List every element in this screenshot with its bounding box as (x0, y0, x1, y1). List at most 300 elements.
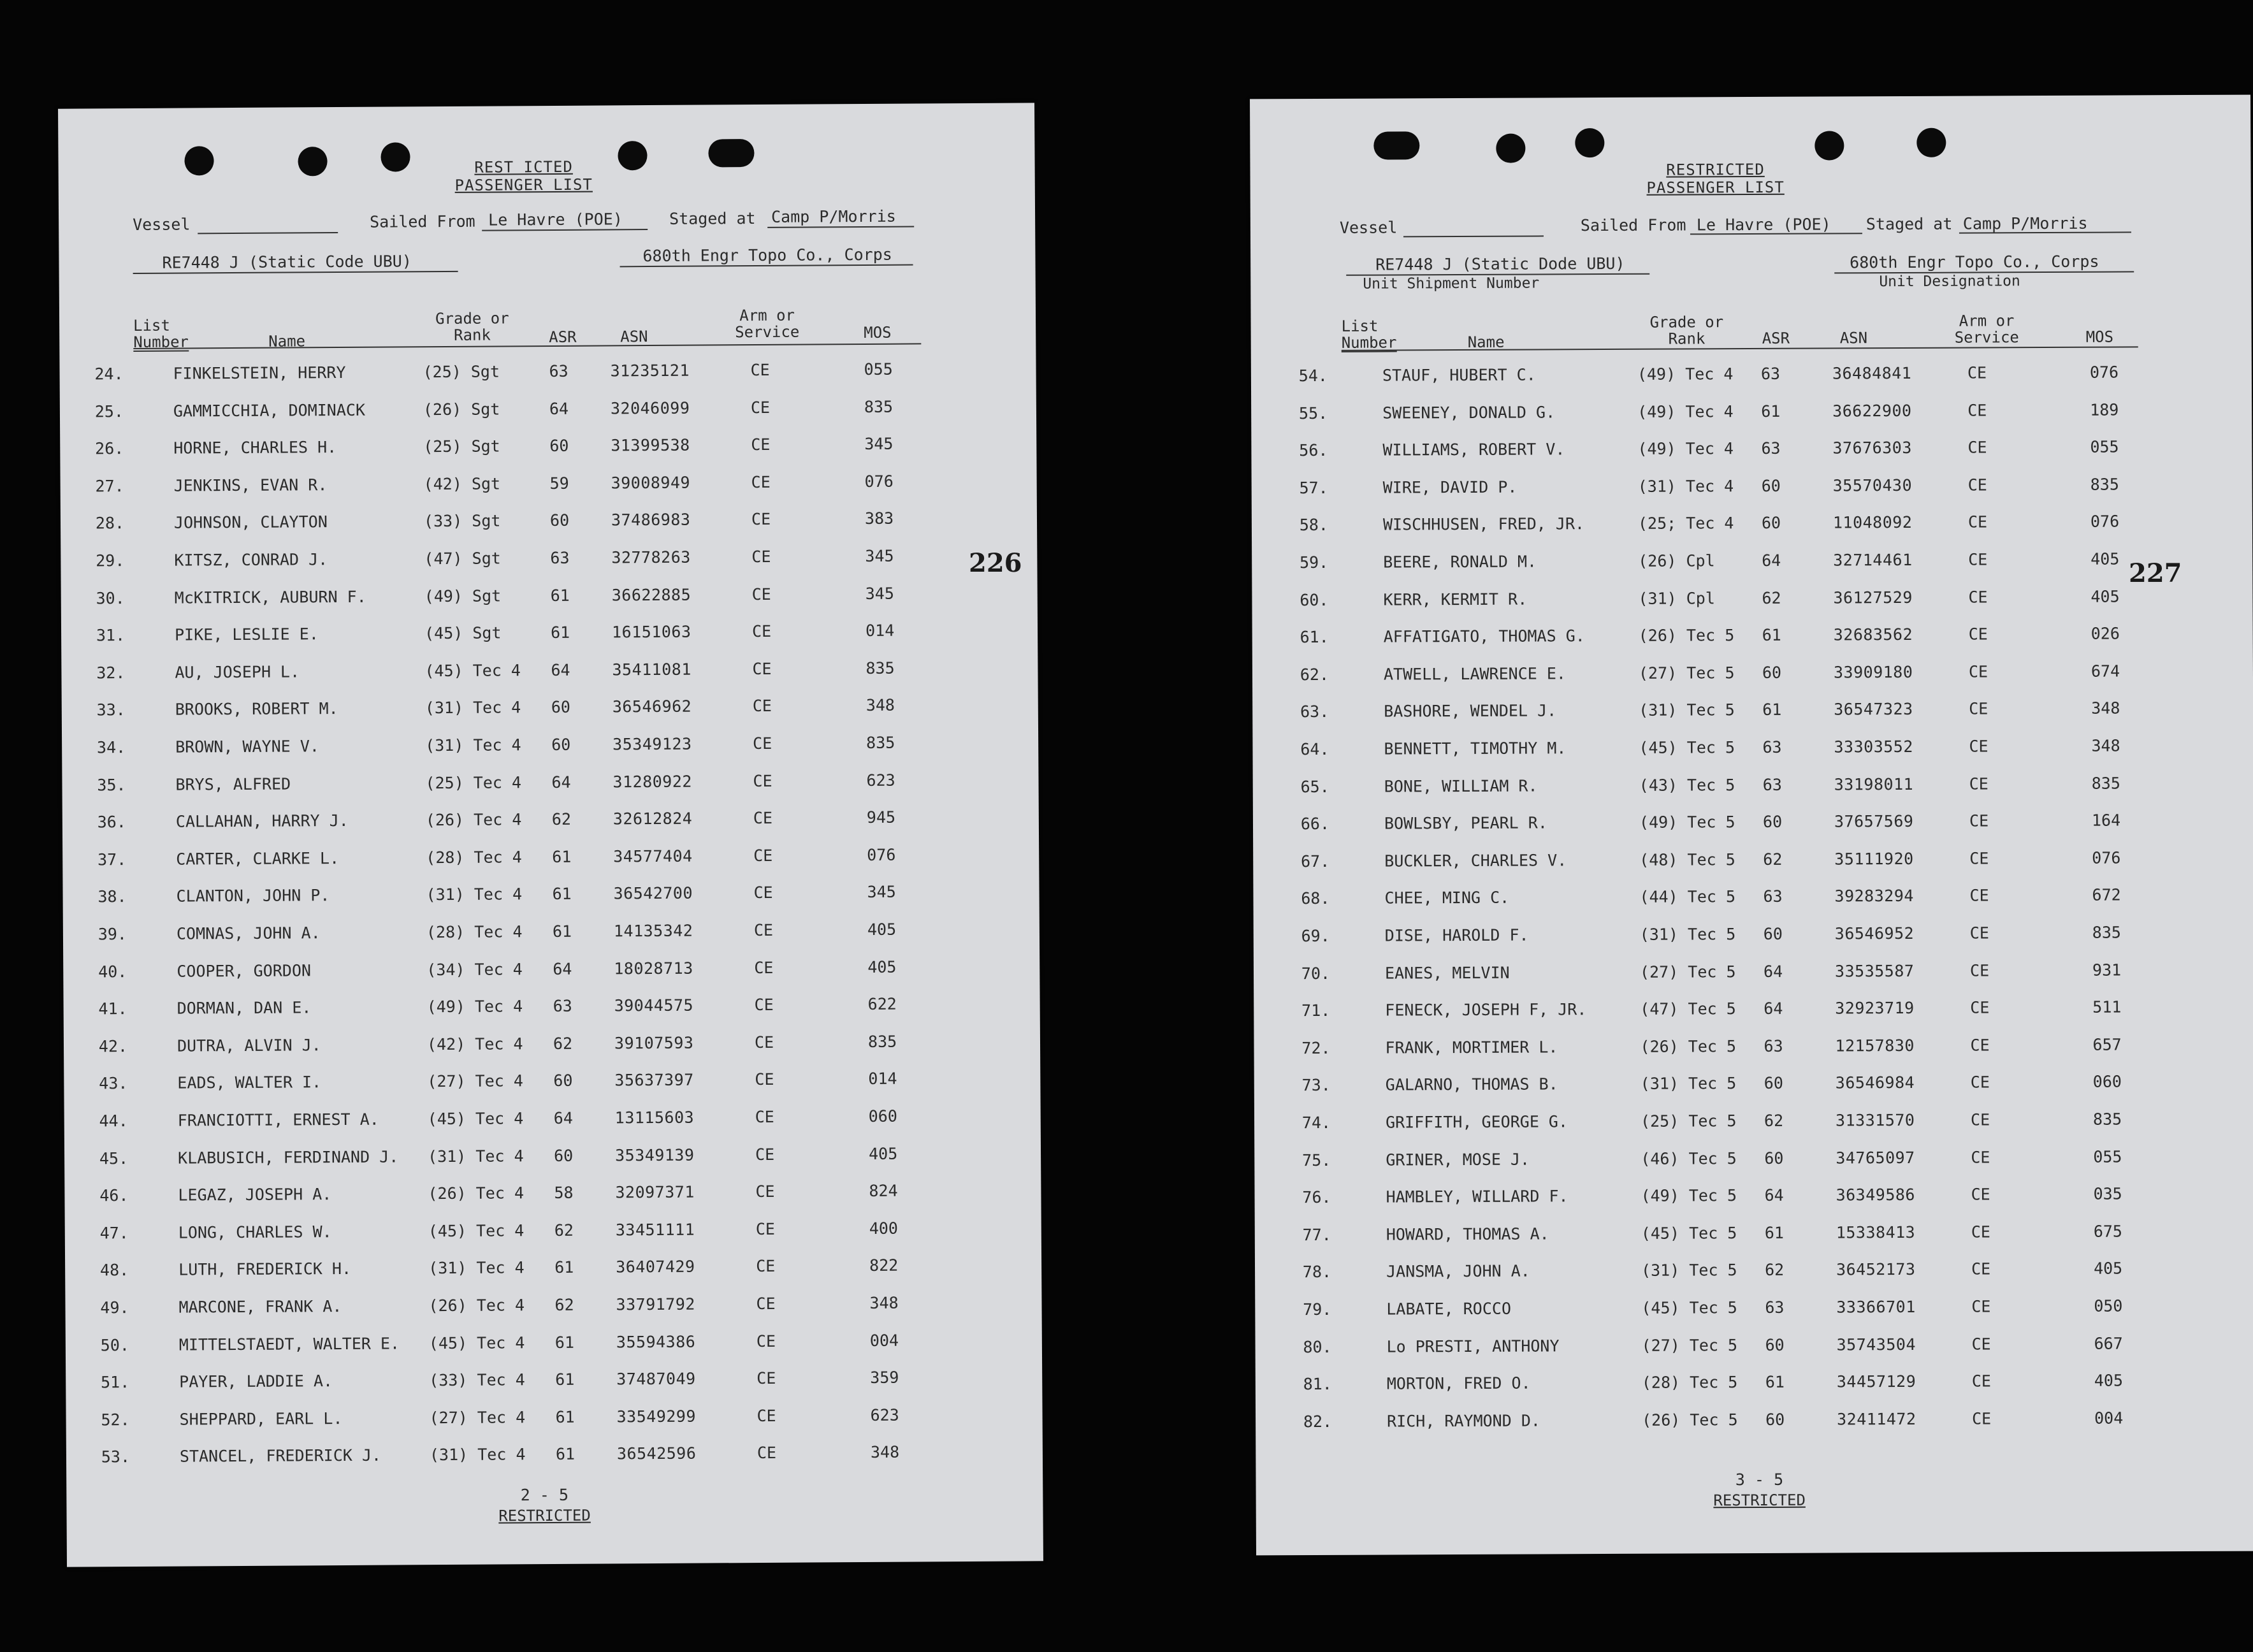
punch-hole (708, 139, 754, 167)
table-row (1254, 1110, 2253, 1140)
grade-cell: (31) Tec 4 (429, 1445, 526, 1465)
arm-cell: CE (1968, 587, 1988, 607)
table-row (1256, 1333, 2253, 1363)
table-row (60, 396, 1036, 428)
asr-cell: 63 (1762, 775, 1782, 794)
name-cell: LONG, CHARLES W. (178, 1222, 332, 1242)
vessel-label: Vessel (1339, 218, 1398, 237)
table-row (61, 583, 1038, 614)
asr-cell: 60 (549, 437, 569, 456)
grade-cell: (28) Tec 5 (1641, 1373, 1738, 1392)
grade-cell: (45) Tec 4 (428, 1333, 525, 1352)
table-row (1254, 960, 2253, 990)
name-cell: AU, JOSEPH L. (175, 662, 300, 682)
grade-cell: (25; Tec 4 (1637, 514, 1734, 533)
name-cell: CALLAHAN, HARRY J. (175, 811, 349, 831)
unit-designation: 680th Engr Topo Co., Corps (642, 245, 892, 266)
name-cell: BONE, WILLIAM R. (1384, 776, 1538, 796)
asr-cell: 63 (1760, 364, 1781, 383)
mos-cell: 014 (865, 621, 895, 641)
table-row (62, 882, 1039, 913)
table-row (64, 1143, 1041, 1175)
table-row (61, 546, 1037, 577)
asn-cell: 33366701 (1836, 1297, 1916, 1317)
staged-at-underline (767, 226, 914, 228)
staged-at-value: Camp P/Morris (771, 207, 896, 226)
asn-cell: 36349586 (1836, 1185, 1916, 1205)
name-cell: HOWARD, THOMAS A. (1386, 1224, 1549, 1244)
grade-cell: (46) Tec 5 (1641, 1148, 1737, 1168)
asn-cell: 36546952 (1834, 924, 1915, 943)
list-number-cell: 31. (96, 626, 126, 645)
punch-hole (184, 146, 214, 175)
grade-cell: (33) Tec 4 (429, 1370, 525, 1390)
list-number-cell: 53. (101, 1447, 131, 1467)
name-cell: COOPER, GORDON (177, 960, 312, 981)
asn-cell: 35349139 (614, 1145, 695, 1164)
name-cell: AFFATIGATO, THOMAS G. (1383, 627, 1585, 646)
document-title (1632, 161, 1798, 197)
staged-at-value: Camp P/Morris (1962, 214, 2088, 233)
col-header-asr: ASR (1762, 329, 1790, 347)
mos-cell: 674 (2090, 662, 2120, 681)
grade-cell: (45) Tec 4 (428, 1221, 525, 1240)
asr-cell: 64 (553, 959, 572, 978)
mos-cell: 405 (867, 957, 897, 976)
asr-cell: 61 (554, 1333, 575, 1352)
col-header-name: Name (1467, 333, 1505, 351)
arm-cell: CE (755, 1145, 775, 1164)
vessel-label: Vessel (133, 215, 191, 234)
grade-cell: (26) Tec 5 (1640, 1036, 1737, 1056)
arm-cell: CE (1970, 998, 1990, 1017)
grade-cell: (49) Tec 5 (1639, 813, 1735, 832)
mos-cell: 835 (2091, 774, 2120, 793)
asn-cell: 32097371 (615, 1182, 695, 1202)
list-number-cell: 26. (95, 439, 124, 458)
classification-footer: RESTRICTED (1713, 1491, 1806, 1510)
asn-cell: 39283294 (1834, 887, 1914, 906)
grade-cell: (31) Tec 4 (1637, 476, 1734, 496)
asr-cell: 60 (1761, 514, 1781, 533)
table-row (1254, 923, 2253, 953)
name-cell: MITTELSTAEDT, WALTER E. (178, 1334, 400, 1354)
name-cell: GRIFFITH, GEORGE G. (1385, 1112, 1568, 1132)
sailed-from-value: Le Havre (POE) (1696, 215, 1831, 235)
grade-cell: (45) Tec 4 (427, 1109, 524, 1129)
asn-cell: 33909180 (1833, 662, 1913, 682)
table-row (1254, 1034, 2253, 1064)
grade-cell: (31) Tec 5 (1639, 925, 1736, 944)
shipment-number: RE7448 J (Static Code UBU) (162, 252, 412, 272)
grade-cell: (26) Tec 5 (1642, 1410, 1738, 1430)
arm-cell: CE (1968, 662, 1989, 681)
list-number-cell: 82. (1303, 1412, 1333, 1431)
asr-cell: 62 (1762, 588, 1781, 607)
list-number-cell: 44. (99, 1112, 128, 1131)
arm-cell: CE (1969, 886, 1989, 905)
document-title (441, 157, 607, 194)
mos-cell: 931 (2092, 960, 2122, 980)
mos-cell: 511 (2092, 997, 2122, 1017)
page-number: 2 - 5 (520, 1485, 569, 1505)
asr-cell: 64 (1763, 962, 1783, 981)
list-number-cell: 65. (1300, 777, 1329, 796)
arm-cell: CE (757, 1369, 776, 1388)
asn-cell: 32778263 (611, 547, 691, 567)
name-cell: HAMBLEY, WILLARD F. (1386, 1187, 1568, 1206)
list-title: PASSENGER LIST (454, 175, 593, 194)
arm-cell: CE (1971, 1259, 1991, 1279)
asn-cell: 39008949 (611, 473, 691, 493)
col-header-asn: ASN (1839, 329, 1868, 347)
arm-cell: CE (1971, 1222, 1990, 1242)
arm-cell: CE (1971, 1297, 1991, 1316)
asr-cell: 64 (549, 399, 569, 418)
staged-at-label: Staged at (1865, 214, 1953, 234)
mos-cell: 835 (864, 397, 894, 416)
table-row (64, 1069, 1040, 1100)
col-header-mos: MOS (864, 323, 892, 342)
name-cell: JENKINS, EVAN R. (173, 475, 328, 495)
list-number-cell: 61. (1300, 628, 1329, 647)
table-row (1252, 624, 2253, 654)
asn-cell: 12157830 (1835, 1036, 1915, 1055)
arm-cell: CE (1968, 625, 1988, 644)
table-row (1256, 1408, 2253, 1438)
grade-cell: (34) Tec 4 (426, 959, 523, 979)
grade-cell: (48) Tec 5 (1639, 850, 1735, 869)
mos-cell: 835 (2092, 1110, 2122, 1129)
grade-cell: (31) Tec 5 (1641, 1261, 1737, 1280)
list-number-cell: 38. (98, 887, 127, 906)
col-header-mos: MOS (2085, 328, 2114, 346)
list-number-cell: 27. (95, 476, 124, 496)
list-number-cell: 57. (1299, 478, 1328, 497)
list-number-cell: 58. (1299, 516, 1329, 535)
table-row (66, 1442, 1043, 1474)
table-row (62, 732, 1038, 764)
name-cell: FRANCIOTTI, ERNEST A. (177, 1110, 379, 1130)
list-number-cell: 69. (1301, 926, 1330, 946)
mos-cell: 076 (864, 472, 894, 491)
header-rule (1342, 346, 2138, 351)
arm-cell: CE (1970, 1036, 1990, 1055)
mos-cell: 345 (864, 434, 894, 454)
table-row (61, 471, 1037, 502)
asn-cell: 35349123 (612, 734, 692, 754)
table-row (1253, 811, 2253, 841)
asr-cell: 63 (1762, 737, 1782, 757)
grade-cell: (49) Tec 4 (426, 997, 523, 1017)
col-header-asn: ASN (620, 328, 648, 346)
asr-cell: 64 (1762, 551, 1781, 570)
grade-cell: (31) Tec 4 (426, 885, 523, 904)
asn-cell: 33549299 (616, 1407, 697, 1426)
arm-cell: CE (750, 398, 771, 417)
name-cell: GALARNO, THOMAS B. (1385, 1075, 1558, 1094)
name-cell: SWEENEY, DONALD G. (1382, 402, 1556, 423)
grade-cell: (27) Tec 5 (1641, 1335, 1738, 1355)
arm-cell: CE (1970, 1073, 1990, 1092)
list-number-cell: 74. (1301, 1113, 1331, 1133)
mos-cell: 076 (2089, 363, 2119, 382)
sailed-from-label: Sailed From (1580, 215, 1686, 235)
grade-cell: (25) Tec 5 (1640, 1112, 1737, 1131)
asn-cell: 36542700 (613, 884, 693, 903)
arm-cell: CE (756, 1331, 776, 1351)
asr-cell: 60 (551, 735, 571, 754)
arm-cell: CE (753, 846, 773, 865)
sailed-from-underline (1690, 233, 1862, 235)
arm-cell: CE (1969, 774, 1989, 793)
name-cell: RICH, RAYMOND D. (1387, 1411, 1540, 1431)
arm-cell: CE (753, 883, 773, 902)
asn-cell: 37657569 (1834, 812, 1914, 831)
name-cell: STAUF, HUBERT C. (1382, 365, 1536, 385)
arm-cell: CE (1969, 849, 1989, 868)
list-number-cell: 76. (1302, 1188, 1331, 1207)
punch-hole (298, 147, 327, 176)
asn-cell: 14135342 (613, 921, 693, 941)
asr-cell: 63 (553, 996, 572, 1016)
mos-cell: 060 (868, 1106, 897, 1126)
list-title: PASSENGER LIST (1646, 178, 1785, 197)
table-row (1251, 437, 2252, 467)
table-row (64, 1031, 1040, 1062)
asn-cell: 31235121 (610, 361, 690, 380)
arm-cell: CE (754, 996, 774, 1015)
classification-header: RESTRICTED (1666, 160, 1765, 179)
table-row (62, 844, 1039, 876)
grade-cell: (31) Tec 4 (428, 1258, 525, 1278)
table-row (1254, 1184, 2253, 1214)
grade-cell: (27) Tec 5 (1638, 663, 1735, 683)
name-cell: KLABUSICH, FERDINAND J. (177, 1147, 399, 1168)
grade-cell: (26) Sgt (423, 400, 500, 419)
passenger-list-page-2 (58, 103, 1043, 1567)
table-row (1252, 474, 2252, 504)
grade-cell: (45) Tec 4 (424, 661, 521, 680)
arm-cell: CE (757, 1444, 777, 1463)
mos-cell: 348 (869, 1293, 899, 1312)
list-number-cell: 29. (96, 551, 125, 570)
col-header-text: List Number (133, 316, 189, 351)
mos-cell: 359 (870, 1368, 899, 1388)
staged-at-underline (1959, 231, 2131, 233)
asn-cell: 35570430 (1832, 475, 1913, 495)
name-cell: CLANTON, JOHN P. (176, 886, 330, 906)
arm-cell: CE (1971, 1372, 1991, 1391)
list-number-cell: 55. (1298, 403, 1328, 423)
grade-cell: (31) Tec 5 (1640, 1074, 1737, 1094)
grade-cell: (42) Sgt (423, 474, 501, 494)
name-cell: LABATE, ROCCO (1386, 1299, 1512, 1319)
asn-cell: 36542596 (616, 1444, 697, 1463)
col-header-grade: Grade or Rank (1649, 313, 1724, 348)
punch-hole (618, 141, 647, 170)
asn-cell: 36484841 (1832, 363, 1912, 383)
asn-cell: 33198011 (1834, 774, 1914, 794)
arm-cell: CE (1969, 699, 1989, 718)
table-row (62, 808, 1039, 839)
asr-cell: 64 (553, 1108, 573, 1127)
name-cell: CARTER, CLARKE L. (176, 848, 340, 869)
asr-cell: 60 (1764, 1074, 1783, 1093)
list-number-cell: 49. (100, 1298, 129, 1317)
mos-cell: 076 (2090, 512, 2120, 532)
mos-cell: 405 (868, 1144, 898, 1163)
grade-cell: (31) Tec 4 (427, 1146, 524, 1166)
list-number-cell: 71. (1301, 1001, 1331, 1020)
name-cell: COMNAS, JOHN A. (176, 924, 321, 943)
asn-cell: 31331570 (1835, 1110, 1915, 1130)
grade-cell: (33) Sgt (423, 511, 501, 531)
mos-cell: 348 (2091, 699, 2120, 718)
asr-cell: 61 (555, 1445, 576, 1464)
table-row (1253, 773, 2253, 803)
grade-cell: (45) Sgt (424, 623, 502, 643)
list-number-cell: 35. (97, 775, 126, 794)
vessel-underline (198, 232, 338, 234)
table-row (1255, 1296, 2253, 1326)
asn-cell: 32612824 (612, 809, 693, 829)
arm-cell: CE (753, 809, 773, 828)
list-number-cell: 51. (100, 1373, 130, 1392)
name-cell: LEGAZ, JOSEPH A. (178, 1185, 332, 1205)
asr-cell: 60 (549, 511, 570, 530)
col-header-list-number (1342, 317, 1397, 352)
mos-cell: 400 (869, 1219, 899, 1238)
mos-cell: 405 (2090, 549, 2120, 569)
classification-header: REST ICTED (474, 157, 573, 177)
punch-hole (1575, 128, 1604, 157)
page-footer (461, 1484, 627, 1526)
asn-cell: 35743504 (1836, 1335, 1916, 1354)
asn-cell: 36622885 (611, 585, 692, 605)
grade-cell: (49) Tec 4 (1637, 402, 1734, 421)
page-stamp: 227 (2129, 558, 2182, 588)
list-number-cell: 67. (1301, 851, 1330, 871)
mos-cell: 405 (867, 920, 897, 939)
arm-cell: CE (753, 771, 772, 790)
grade-cell: (44) Tec 5 (1639, 887, 1736, 907)
table-row (1254, 1072, 2253, 1102)
list-number-cell: 48. (99, 1261, 129, 1280)
mos-cell: 835 (867, 1032, 897, 1051)
list-number-cell: 72. (1301, 1038, 1331, 1057)
mos-cell: 675 (2093, 1222, 2123, 1241)
asr-cell: 60 (553, 1071, 573, 1090)
asn-cell: 36622900 (1832, 401, 1912, 421)
arm-cell: CE (1971, 1185, 1990, 1204)
grade-cell: (25) Tec 4 (425, 772, 522, 792)
table-row (61, 621, 1038, 652)
name-cell: WISCHHUSEN, FRED, JR. (1382, 514, 1585, 534)
arm-cell: CE (754, 958, 774, 977)
asr-cell: 61 (550, 623, 570, 642)
name-cell: DISE, HAROLD F. (1384, 925, 1529, 945)
arm-cell: CE (751, 622, 772, 641)
arm-cell: CE (754, 1032, 774, 1052)
arm-cell: CE (755, 1219, 775, 1238)
asn-cell: 32411472 (1837, 1409, 1916, 1429)
arm-cell: CE (1969, 924, 1989, 943)
asn-cell: 33791792 (616, 1294, 696, 1314)
grade-cell: (42) Tec 4 (426, 1034, 523, 1054)
table-row (1252, 549, 2252, 579)
grade-cell: (27) Tec 4 (427, 1071, 523, 1091)
name-cell: McKITRICK, AUBURN F. (174, 587, 366, 607)
grade-cell: (27) Tec 5 (1639, 962, 1736, 982)
list-number-cell: 37. (97, 850, 127, 869)
table-row (59, 359, 1036, 390)
list-number-cell: 80. (1303, 1337, 1332, 1356)
list-number-cell: 62. (1300, 665, 1329, 684)
name-cell: BEERE, RONALD M. (1383, 552, 1537, 572)
arm-cell: CE (751, 584, 771, 604)
table-row (63, 957, 1040, 988)
list-number-cell: 52. (101, 1410, 130, 1430)
arm-cell: CE (752, 659, 772, 678)
list-number-cell: 41. (98, 999, 127, 1018)
arm-cell: CE (1968, 550, 1988, 569)
table-row (1251, 363, 2252, 393)
grade-cell: (26) Tec 5 (1638, 626, 1735, 645)
list-number-cell: 63. (1300, 702, 1329, 721)
list-number-cell: 59. (1299, 553, 1329, 572)
asn-cell: 35637397 (614, 1071, 694, 1090)
asn-cell: 15338413 (1836, 1222, 1916, 1242)
mos-cell: 945 (866, 808, 896, 827)
asr-cell: 60 (1765, 1410, 1785, 1429)
asr-cell: 64 (1764, 999, 1783, 1018)
list-number-cell: 54. (1298, 366, 1328, 386)
name-cell: MARCONE, FRANK A. (178, 1297, 342, 1317)
asn-cell: 35411081 (612, 660, 692, 679)
grade-cell: (26) Tec 4 (428, 1296, 525, 1315)
asn-cell: 36407429 (616, 1257, 695, 1277)
table-row (1254, 997, 2253, 1027)
unit-caption: Unit Designation (1879, 273, 2020, 291)
asr-cell: 61 (552, 885, 572, 904)
table-row (66, 1330, 1042, 1361)
list-number-cell: 81. (1303, 1375, 1332, 1394)
arm-cell: CE (1969, 811, 1989, 830)
name-cell: PAYER, LADDIE A. (179, 1372, 333, 1391)
asr-cell: 60 (553, 1146, 574, 1165)
arm-cell: CE (750, 360, 770, 380)
grade-cell: (45) Tec 5 (1641, 1223, 1737, 1243)
name-cell: LUTH, FREDERICK H. (178, 1259, 352, 1279)
list-number-cell: 45. (99, 1148, 129, 1168)
arm-cell: CE (751, 547, 771, 567)
name-cell: EADS, WALTER I. (177, 1073, 322, 1092)
asn-cell: 31280922 (612, 772, 692, 791)
asr-cell: 61 (555, 1370, 575, 1389)
grade-cell: (45) Tec 5 (1641, 1298, 1737, 1317)
name-cell: JANSMA, JOHN A. (1386, 1261, 1530, 1281)
grade-cell: (47) Tec 5 (1640, 999, 1736, 1018)
table-row (1254, 1147, 2253, 1177)
asr-cell: 61 (552, 922, 572, 941)
list-number-cell: 32. (96, 663, 126, 683)
arm-cell: CE (757, 1406, 776, 1425)
table-row (62, 770, 1038, 801)
name-cell: BRYS, ALFRED (175, 774, 291, 794)
asr-cell: 61 (554, 1258, 574, 1277)
asr-cell: 60 (551, 698, 570, 717)
